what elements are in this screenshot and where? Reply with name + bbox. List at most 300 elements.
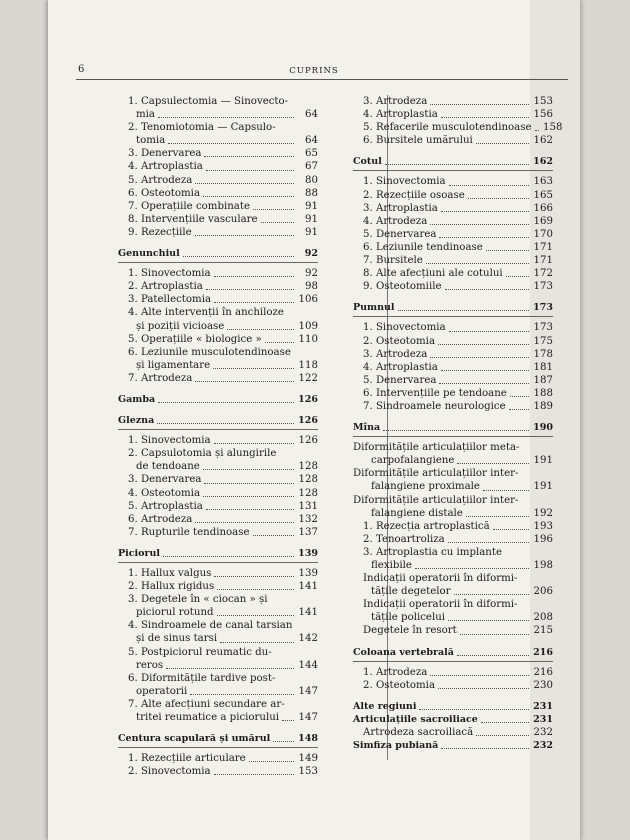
toc-section-heading [118, 547, 318, 560]
toc-entry-label: 5. Artrodeza [128, 174, 193, 186]
toc-entry-label: 4. Osteotomia [128, 487, 201, 499]
toc-entry [353, 134, 553, 147]
toc-entry [118, 108, 318, 121]
dot-leader [214, 774, 294, 775]
dot-leader [439, 237, 529, 238]
toc-page-number: 137 [298, 526, 318, 538]
toc-entry [118, 147, 318, 160]
toc-entry [118, 333, 318, 346]
toc-entry-label: 2. Rezecțiile osoase [363, 189, 465, 201]
dot-leader [157, 423, 294, 424]
toc-entry [118, 213, 318, 226]
dot-leader [476, 143, 529, 144]
toc-page-number: 231 [533, 700, 553, 712]
toc-page-number: 172 [533, 268, 553, 280]
toc-section-heading [353, 713, 553, 726]
dot-leader [486, 250, 529, 251]
toc-page-number: 216 [533, 646, 553, 658]
dot-leader [213, 368, 294, 369]
toc-entry [353, 121, 563, 134]
toc-entry [353, 400, 553, 413]
section-rule [118, 262, 318, 263]
toc-entry [353, 480, 553, 493]
toc-page-number: 173 [533, 322, 553, 334]
dot-leader [385, 164, 529, 165]
running-header [48, 64, 580, 80]
toc-entry-label: 2. Capsulotomia și alungirile [128, 448, 277, 460]
toc-entry [118, 187, 318, 200]
toc-entry-label: Simfiza pubiană [353, 740, 439, 752]
toc-entry-label: 6. Artrodeza [128, 513, 193, 525]
dot-leader [445, 289, 530, 290]
toc-page-number: 153 [533, 96, 553, 107]
toc-page-number: 190 [533, 422, 553, 434]
dot-leader [273, 741, 294, 742]
toc-entry-label: tățile policelui [371, 612, 446, 624]
toc-spacer [118, 239, 318, 247]
dot-leader [163, 556, 294, 557]
toc-entry-label: Diformitățile articulațiilor inter- [353, 494, 519, 506]
toc-right-column [353, 95, 563, 752]
dot-leader [166, 668, 294, 669]
toc-entry-label: Glezna [118, 415, 155, 427]
toc-entry [118, 659, 318, 672]
dot-leader [430, 675, 529, 676]
dot-leader [253, 535, 294, 536]
toc-page-number: 191 [533, 455, 553, 467]
toc-entry [118, 460, 318, 473]
page-number: 6 [78, 64, 85, 75]
dot-leader [203, 496, 294, 497]
toc-entry [118, 320, 318, 333]
toc-entry [118, 121, 318, 134]
toc-entry-label: Gamba [118, 393, 156, 405]
toc-page-number: 147 [298, 685, 318, 697]
toc-entry [118, 280, 318, 293]
toc-entry [118, 619, 318, 632]
dot-leader [441, 117, 529, 118]
toc-page-number: 181 [533, 361, 553, 373]
toc-entry-label: 8. Intervențiile vasculare [128, 213, 258, 225]
dot-leader [506, 276, 529, 277]
toc-section-heading [118, 393, 318, 406]
toc-entry [353, 108, 553, 121]
toc-entry-label: 4. Artrodeza [363, 215, 428, 227]
dot-leader [265, 342, 294, 343]
dot-leader [419, 709, 529, 710]
toc-entry [353, 454, 553, 467]
toc-entry [353, 467, 553, 480]
toc-entry [353, 507, 553, 520]
dot-leader [449, 185, 529, 186]
dot-leader [227, 329, 294, 330]
toc-entry-label: Indicații operatorii în diformi- [363, 599, 518, 611]
toc-section-heading [353, 739, 553, 752]
dot-leader [454, 594, 529, 595]
toc-entry [118, 711, 318, 724]
toc-entry [353, 361, 553, 374]
toc-spacer [118, 385, 318, 393]
dot-leader [441, 211, 529, 212]
dot-leader [158, 117, 294, 118]
toc-entry-label: 2. Tenoartroliza [363, 533, 445, 545]
toc-page-number: 156 [533, 109, 553, 121]
dot-leader [206, 289, 294, 290]
toc-page-number: 231 [533, 713, 553, 725]
toc-page-number: 92 [305, 268, 318, 280]
toc-entry-label: 7. Operațiile combinate [128, 200, 250, 212]
toc-entry-label: Artrodeza sacroiliacă [363, 727, 474, 739]
dot-leader [468, 198, 529, 199]
toc-entry [353, 598, 553, 611]
dot-leader [509, 409, 529, 410]
toc-entry [118, 672, 318, 685]
dot-leader [441, 748, 529, 749]
toc-page-number: 162 [533, 135, 553, 147]
toc-spacer [118, 539, 318, 547]
toc-entry-label: tomia [136, 135, 166, 147]
toc-entry-label: 4. Artroplastia [363, 361, 438, 373]
toc-entry-label: și de sinus tarsi [136, 633, 218, 645]
dot-leader [195, 183, 294, 184]
dot-leader [460, 634, 529, 635]
dot-leader [204, 483, 294, 484]
toc-page-number: 128 [298, 461, 318, 473]
dot-leader [398, 310, 529, 311]
toc-entry-label: tritei reumatice a piciorului [136, 712, 280, 724]
toc-entry-label: 3. Artrodeza [363, 348, 428, 360]
toc-entry-label: mia [136, 109, 155, 121]
toc-entry-label: 3. Degetele în « ciocan » și [128, 594, 268, 606]
toc-page-number: 109 [298, 320, 318, 332]
dot-leader [217, 589, 294, 590]
toc-entry [353, 95, 553, 108]
toc-page-number: 196 [533, 533, 553, 545]
toc-entry-label: și poziții vicioase [136, 320, 225, 332]
dot-leader [448, 542, 529, 543]
toc-entry-label: 5. Postpiciorul reumatic du- [128, 646, 272, 658]
toc-page-number: 169 [533, 215, 553, 227]
toc-entry [353, 559, 553, 572]
toc-page-number: 132 [298, 513, 318, 525]
toc-entry-label: și ligamentare [136, 359, 211, 371]
toc-entry [353, 228, 553, 241]
toc-page-number: 192 [533, 507, 553, 519]
toc-entry [118, 580, 318, 593]
toc-page-number: 88 [305, 187, 318, 199]
toc-entry [118, 500, 318, 513]
dot-leader [415, 568, 529, 569]
toc-entry-label: 4. Artroplastia [128, 161, 203, 173]
section-rule [353, 661, 553, 662]
toc-entry-label: 5. Operațiile « biologice » [128, 333, 262, 345]
toc-page-number: 91 [305, 200, 318, 212]
toc-entry-label: Mîna [353, 422, 381, 434]
toc-entry-label: 7. Bursitele [363, 255, 423, 267]
dot-leader [481, 722, 529, 723]
toc-page-number: 170 [533, 228, 553, 240]
dot-leader [203, 469, 294, 470]
toc-entry-label: 7. Artrodeza [128, 372, 193, 384]
toc-entry-label: 5. Denervarea [363, 228, 437, 240]
toc-page-number: 126 [298, 435, 318, 447]
toc-section-heading [353, 421, 553, 434]
toc-entry [118, 685, 318, 698]
section-rule [118, 562, 318, 563]
toc-entry [118, 346, 318, 359]
dot-leader [190, 694, 294, 695]
toc-entry-label: 1. Sinovectomia [128, 268, 211, 280]
toc-section-heading [118, 414, 318, 427]
toc-entry-label: 2. Sinovectomia [128, 766, 211, 778]
toc-page-number: 165 [533, 189, 553, 201]
toc-entry [353, 374, 553, 387]
toc-entry [353, 520, 553, 533]
toc-page-number: 67 [305, 161, 318, 173]
toc-entry-label: 5. Refacerile musculotendinoase [363, 122, 532, 134]
toc-entry-label: 6. Diformitățile tardive post- [128, 672, 276, 684]
dot-leader [439, 383, 529, 384]
toc-entry-label: 4. Alte intervenții în anchiloze [128, 307, 284, 319]
dot-leader [261, 222, 294, 223]
toc-entry [353, 202, 553, 215]
toc-page-number: 106 [298, 294, 318, 306]
dot-leader [195, 522, 294, 523]
toc-entry [118, 359, 318, 372]
toc-page-number: 187 [533, 374, 553, 386]
toc-section-heading [353, 155, 553, 168]
toc-entry-label: Articulațiile sacroiliace [353, 713, 478, 725]
dot-leader [441, 370, 529, 371]
toc-entry-label: 3. Artroplastia cu implante [363, 546, 502, 558]
toc-page-number: 166 [533, 202, 553, 214]
toc-entry [118, 134, 318, 147]
toc-page-number: 64 [305, 109, 318, 121]
dot-leader [493, 529, 529, 530]
dot-leader [282, 720, 294, 721]
toc-entry-label: Genunchiul [118, 248, 180, 260]
toc-entry-label: 7. Sindroamele neurologice [363, 400, 506, 412]
dot-leader [253, 209, 294, 210]
toc-entry [118, 434, 318, 447]
toc-page-number: 216 [533, 666, 553, 678]
toc-entry [118, 632, 318, 645]
toc-entry-label: Indicații operatorii în diformi- [363, 573, 518, 585]
toc-page-number: 149 [298, 753, 318, 765]
toc-entry-label: Degetele în resort [363, 625, 457, 637]
toc-page-number: 232 [533, 727, 553, 739]
dot-leader [214, 302, 294, 303]
toc-entry-label: operatorii [136, 685, 188, 697]
toc-entry-label: 7. Rupturile tendinoase [128, 526, 250, 538]
toc-entry-label: 2. Artroplastia [128, 281, 203, 293]
dot-leader [383, 430, 529, 431]
toc-entry [353, 254, 553, 267]
toc-entry-label: falangiene distale [371, 507, 463, 519]
toc-entry-label: 1. Sinovectomia [128, 435, 211, 447]
toc-page-number: 178 [533, 348, 553, 360]
toc-entry-label: 6. Osteotomia [128, 187, 201, 199]
toc-entry [353, 624, 553, 637]
toc-entry-label: 6. Intervențiile pe tendoane [363, 387, 507, 399]
dot-leader [249, 761, 294, 762]
toc-entry-label: Pumnul [353, 302, 395, 314]
toc-page-number: 193 [533, 520, 553, 532]
dot-leader [430, 104, 529, 105]
toc-page-number: 139 [298, 568, 318, 579]
dot-leader [449, 331, 529, 332]
toc-entry-label: 1. Sinovectomia [363, 176, 446, 188]
toc-page-number: 189 [533, 400, 553, 412]
toc-entry [118, 567, 318, 580]
header-rule [76, 79, 568, 80]
toc-entry-label: tățile degetelor [371, 586, 451, 598]
dot-leader [535, 130, 539, 131]
page-title: CUPRINS [289, 66, 339, 76]
toc-section-heading [118, 732, 318, 745]
toc-entry-label: 9. Rezecțiile [128, 226, 192, 238]
toc-page-number: 118 [298, 359, 318, 371]
dot-leader [426, 263, 529, 264]
dot-leader [195, 381, 294, 382]
toc-entry-label: falangiene proximale [371, 481, 480, 493]
toc-entry-label: Coloana vertebrală [353, 646, 454, 658]
toc-page-number: 232 [533, 740, 553, 752]
toc-entry-label: carpofalangiene [371, 455, 455, 467]
toc-page-number: 92 [304, 248, 318, 260]
toc-entry [118, 200, 318, 213]
toc-page-number: 110 [298, 333, 318, 345]
toc-page-number: 206 [533, 586, 553, 598]
toc-entry-label: flexibile [371, 560, 412, 571]
dot-leader [195, 235, 294, 236]
toc-page-number: 198 [533, 560, 553, 571]
toc-entry-label: 5. Denervarea [363, 374, 437, 386]
toc-page-number: 162 [533, 156, 553, 168]
toc-entry-label: 1. Sinovectomia [363, 322, 446, 334]
toc-entry-label: 7. Alte afecțiuni secundare ar- [128, 698, 285, 710]
toc-entry [353, 585, 553, 598]
toc-page-number: 144 [298, 659, 318, 671]
toc-entry-label: 1. Rezecțiile articulare [128, 753, 246, 765]
toc-section-heading [353, 646, 553, 659]
toc-entry [353, 533, 553, 546]
toc-page-number: 163 [533, 176, 553, 188]
toc-page-number: 215 [533, 625, 553, 637]
dot-leader [457, 655, 529, 656]
dot-leader [438, 688, 529, 689]
toc-page-number: 141 [298, 581, 318, 593]
toc-entry [118, 160, 318, 173]
toc-entry [353, 387, 553, 400]
toc-page-number: 230 [533, 679, 553, 691]
toc-entry-label: 2. Hallux rigidus [128, 581, 215, 593]
dot-leader [168, 143, 294, 144]
dot-leader [204, 156, 294, 157]
toc-entry-label: reros [136, 659, 164, 671]
dot-leader [206, 170, 294, 171]
toc-entry [353, 175, 553, 188]
toc-entry-label: piciorul rotund [136, 607, 214, 619]
toc-entry [118, 526, 318, 539]
toc-page-number: 80 [305, 174, 318, 186]
toc-spacer [353, 293, 553, 301]
toc-entry-label: Alte regiuni [353, 700, 417, 712]
toc-section-heading [353, 301, 553, 314]
toc-entry-label: 1. Capsulectomia — Sinovecto- [128, 96, 289, 107]
toc-entry [353, 726, 553, 739]
toc-page-number: 131 [298, 500, 318, 512]
toc-entry [118, 698, 318, 711]
toc-entry [353, 189, 553, 202]
toc-page-number: 173 [533, 302, 553, 314]
dot-leader [483, 490, 529, 491]
toc-entry-label: 2. Tenomiotomia — Capsulo- [128, 122, 276, 134]
toc-page-number: 208 [533, 612, 553, 624]
toc-page-number: 128 [298, 474, 318, 486]
toc-entry [353, 215, 553, 228]
dot-leader [206, 509, 294, 510]
toc-entry [118, 606, 318, 619]
toc-page-number: 158 [543, 122, 563, 134]
toc-page-number: 126 [298, 393, 318, 405]
toc-entry [118, 765, 318, 778]
dot-leader [214, 576, 294, 577]
dot-leader [438, 344, 529, 345]
toc-entry [353, 679, 553, 692]
toc-page-number: 142 [298, 633, 318, 645]
toc-spacer [353, 147, 553, 155]
section-rule [353, 436, 553, 437]
dot-leader [510, 396, 529, 397]
toc-entry-label: 3. Artrodeza [363, 96, 428, 107]
toc-page-number: 126 [298, 415, 318, 427]
toc-entry [118, 473, 318, 486]
toc-entry-label: 6. Bursitele umărului [363, 135, 473, 147]
toc-entry [118, 174, 318, 187]
toc-entry-label: 8. Alte afecțiuni ale cotului [363, 268, 503, 280]
toc-entry [353, 666, 553, 679]
toc-entry [118, 513, 318, 526]
toc-page-number: 171 [533, 255, 553, 267]
toc-entry [118, 487, 318, 500]
section-rule [118, 747, 318, 748]
toc-page-number: 91 [305, 226, 318, 238]
toc-entry-label: Cotul [353, 156, 382, 168]
dot-leader [158, 402, 294, 403]
dot-leader [214, 276, 294, 277]
dot-leader [214, 443, 294, 444]
toc-entry-label: 1. Hallux valgus [128, 568, 212, 579]
toc-entry-label: Piciorul [118, 547, 161, 559]
dot-leader [466, 516, 529, 517]
dot-leader [430, 357, 529, 358]
toc-spacer [353, 638, 553, 646]
toc-entry-label: 6. Leziunile tendinoase [363, 241, 483, 253]
toc-entry-label: de tendoane [136, 461, 200, 473]
dot-leader [220, 642, 294, 643]
toc-entry-label: 4. Sindroamele de canal tarsian [128, 620, 293, 632]
toc-entry [118, 226, 318, 239]
dot-leader [448, 620, 529, 621]
toc-left-column [118, 95, 318, 778]
toc-entry-label: 4. Artroplastia [363, 109, 438, 121]
toc-page-number: 188 [533, 387, 553, 399]
toc-page-number: 148 [298, 733, 318, 745]
toc-page-number: 128 [298, 487, 318, 499]
toc-entry [353, 441, 553, 454]
section-rule [118, 429, 318, 430]
